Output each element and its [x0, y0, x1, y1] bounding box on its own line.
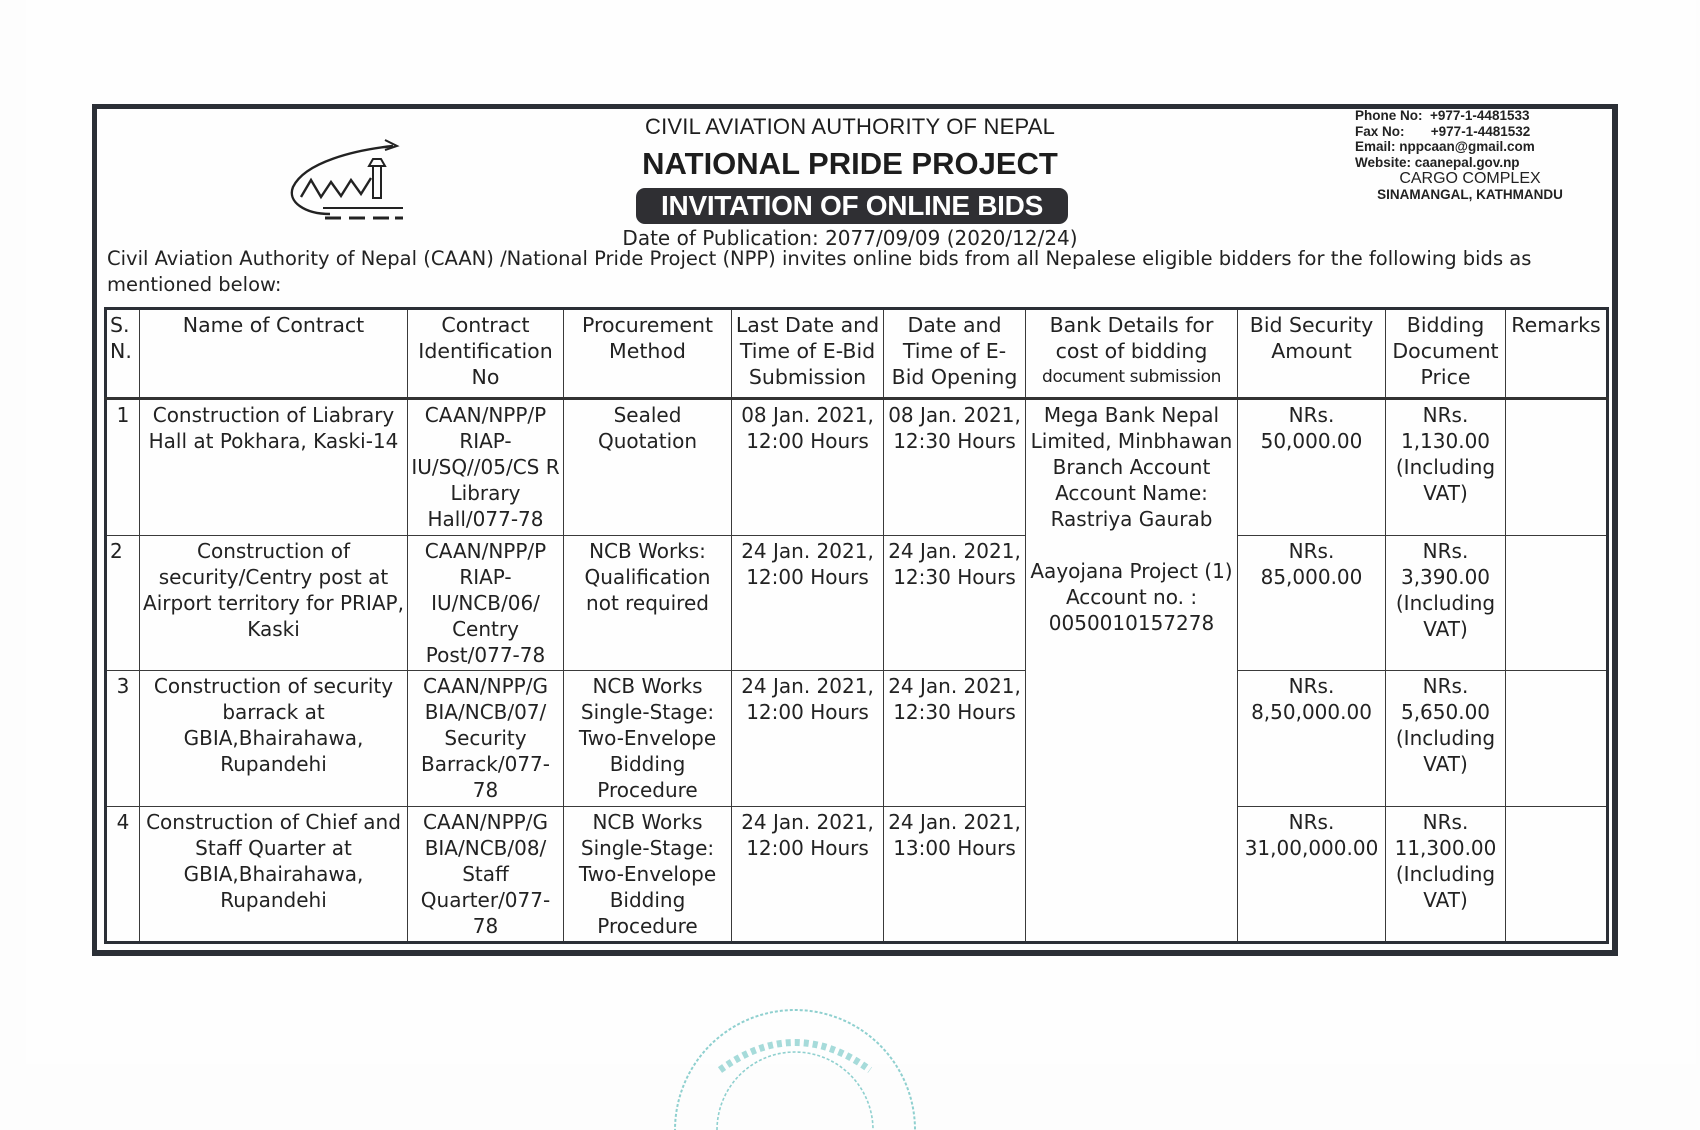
- price-note: (Including VAT): [1395, 590, 1496, 641]
- price-note: (Including VAT): [1395, 726, 1496, 777]
- security-amount: 8,50,000.00: [1251, 700, 1372, 725]
- row-sn: 4: [106, 806, 140, 942]
- row-submission: 24 Jan. 2021, 12:00 Hours: [732, 671, 884, 806]
- caan-logo: [285, 132, 415, 227]
- security-currency: NRs.: [1288, 403, 1335, 428]
- email-address[interactable]: nppcaan@gmail.com: [1399, 139, 1535, 154]
- price-amount: 5,650.00: [1400, 700, 1491, 725]
- price-currency: NRs.: [1422, 674, 1469, 699]
- col-name: Name of Contract: [140, 309, 408, 399]
- row-contract-name: Construction of security/Centry post at Airport territory for PRIAP, Kaski: [140, 535, 408, 670]
- row-contract-name: Construction of Liabrary Hall at Pokhara, Kaski-14: [140, 399, 408, 535]
- col-price: Bidding Document Price: [1386, 309, 1506, 399]
- org-name: CIVIL AVIATION AUTHORITY OF NEPAL: [644, 114, 1056, 139]
- row-remarks: [1506, 399, 1608, 535]
- official-stamp: [660, 990, 930, 1130]
- row-security: [1238, 806, 1386, 942]
- row-price: [1386, 399, 1506, 535]
- security-currency: NRs.: [1288, 538, 1335, 563]
- row-contract-id: CAAN/NPP/P RIAP- IU/SQ//05/CS R Library Hall/077-78: [408, 399, 564, 535]
- email-row: [1355, 139, 1585, 155]
- website-link[interactable]: caanepal.gov.np: [1414, 154, 1520, 170]
- row-contract-name: Construction of security barrack at GBIA,Bhairahawa, Rupandehi: [140, 671, 408, 806]
- row-security: [1238, 399, 1386, 535]
- price-currency: NRs.: [1422, 538, 1469, 563]
- row-remarks: [1506, 806, 1608, 942]
- row-opening: 24 Jan. 2021, 12:30 Hours: [884, 535, 1026, 670]
- row-security: [1238, 671, 1386, 806]
- row-price: [1386, 535, 1506, 670]
- price-amount: 1,130.00: [1400, 429, 1491, 454]
- bank-details: [1026, 399, 1238, 943]
- security-amount: 31,00,000.00: [1244, 835, 1379, 860]
- bids-table: [104, 307, 1609, 944]
- col-sn: S. N.: [106, 309, 140, 399]
- fax-label: Fax No:: [1355, 123, 1405, 139]
- office-address: SINAMANGAL, KATHMANDU: [1377, 187, 1563, 202]
- security-currency: NRs.: [1288, 809, 1335, 834]
- fax-number: +977-1-4481532: [1430, 123, 1531, 139]
- security-amount: 50,000.00: [1260, 429, 1363, 454]
- phone-row: [1355, 108, 1585, 124]
- row-opening: 24 Jan. 2021, 13:00 Hours: [884, 806, 1026, 942]
- contact-block: [1355, 108, 1585, 203]
- row-submission: 24 Jan. 2021, 12:00 Hours: [732, 806, 884, 942]
- website-label: Website:: [1355, 154, 1412, 170]
- row-contract-name: Construction of Chief and Staff Quarter at GBIA,Bhairahawa, Rupandehi: [140, 806, 408, 942]
- row-submission: 08 Jan. 2021, 12:00 Hours: [732, 399, 884, 535]
- row-method: NCB Works: Qualification not required: [564, 535, 732, 670]
- office-name: CARGO COMPLEX: [1399, 170, 1541, 187]
- col-submission: Last Date and Time of E-Bid Submission: [732, 309, 884, 399]
- col-bank: [1026, 309, 1238, 399]
- price-note: (Including VAT): [1395, 861, 1496, 912]
- bank-project: Aayojana Project (1): [1030, 559, 1233, 584]
- row-security: [1238, 535, 1386, 670]
- row-method: Sealed Quotation: [564, 399, 732, 535]
- row-method: NCB Works Single-Stage: Two-Envelope Bidding Procedure: [564, 806, 732, 942]
- col-id: Contract Identification No: [408, 309, 564, 399]
- row-sn: 2: [106, 535, 140, 670]
- security-amount: 85,000.00: [1260, 564, 1363, 589]
- col-security: Bid Security Amount: [1238, 309, 1386, 399]
- price-amount: 11,300.00: [1394, 835, 1497, 860]
- notice-title-badge: INVITATION OF ONLINE BIDS: [636, 188, 1068, 224]
- col-bank-subtitle: document submission: [1042, 367, 1221, 387]
- website-row: [1355, 155, 1585, 171]
- row-contract-id: CAAN/NPP/G BIA/NCB/08/ Staff Quarter/077- 78: [408, 806, 564, 942]
- col-bank-title: Bank Details for cost of bidding: [1049, 313, 1214, 363]
- price-currency: NRs.: [1422, 809, 1469, 834]
- bank-account-no: Account no. : 0050010157278: [1048, 585, 1215, 636]
- security-currency: NRs.: [1288, 674, 1335, 699]
- row-price: [1386, 806, 1506, 942]
- row-remarks: [1506, 671, 1608, 806]
- col-method: Procurement Method: [564, 309, 732, 399]
- row-sn: 1: [106, 399, 140, 535]
- col-remarks: Remarks: [1506, 309, 1608, 399]
- project-name: NATIONAL PRIDE PROJECT: [642, 146, 1058, 181]
- publication-date: Date of Publication: 2077/09/09 (2020/12/24): [622, 226, 1078, 250]
- price-note: (Including VAT): [1395, 455, 1496, 506]
- table-row: [106, 399, 1608, 535]
- row-method: NCB Works Single-Stage: Two-Envelope Bidding Procedure: [564, 671, 732, 806]
- table-header-row: [106, 309, 1608, 399]
- price-amount: 3,390.00: [1400, 564, 1491, 589]
- price-currency: NRs.: [1422, 403, 1469, 428]
- row-remarks: [1506, 535, 1608, 670]
- email-label: Email:: [1355, 139, 1396, 154]
- row-opening: 24 Jan. 2021, 12:30 Hours: [884, 671, 1026, 806]
- table-row: [106, 806, 1608, 942]
- table-row: [106, 671, 1608, 806]
- col-opening: Date and Time of E-Bid Opening: [884, 309, 1026, 399]
- phone-label: Phone No:: [1355, 108, 1423, 123]
- row-submission: 24 Jan. 2021, 12:00 Hours: [732, 535, 884, 670]
- row-sn: 3: [106, 671, 140, 806]
- table-row: [106, 535, 1608, 670]
- row-contract-id: CAAN/NPP/G BIA/NCB/07/ Security Barrack/077- 78: [408, 671, 564, 806]
- bank-name: Mega Bank Nepal Limited, Minbhawan Branch Account Account Name: Rastriya Gaurab: [1030, 403, 1233, 532]
- fax-row: [1355, 124, 1585, 140]
- row-price: [1386, 671, 1506, 806]
- phone-number: +977-1-4481533: [1430, 108, 1530, 123]
- intro-paragraph: Civil Aviation Authority of Nepal (CAAN) /National Pride Project (NPP) invites online bids from all Nepalese eligible bidders for the following bids as mentioned below:: [107, 247, 1532, 296]
- row-contract-id: CAAN/NPP/P RIAP- IU/NCB/06/ Centry Post/077-78: [408, 535, 564, 670]
- row-opening: 08 Jan. 2021, 12:30 Hours: [884, 399, 1026, 535]
